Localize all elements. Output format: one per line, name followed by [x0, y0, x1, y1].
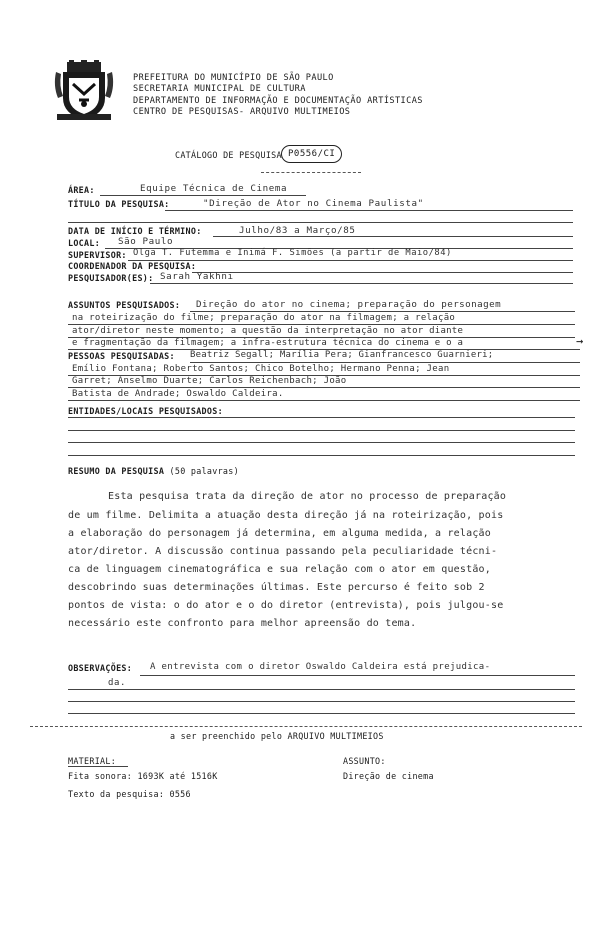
pessoas-line-1: Beatriz Segall; Marília Pera; Gianfrancesco Guarnieri; [190, 350, 494, 360]
resumo-label [68, 466, 239, 476]
entidades-rule-1 [68, 417, 575, 418]
resumo-line-1: Esta pesquisa trata da direção de ator no processo de preparação [108, 491, 507, 502]
observacoes-rule-2 [68, 689, 575, 690]
header-line-4: CENTRO DE PESQUISAS- ARQUIVO MULTIMEIOS [133, 107, 351, 117]
resumo-line-6: descobrindo suas determinações últimas. Este percurso é feito sob 2 [68, 582, 485, 593]
material-underline [68, 766, 128, 767]
resumo-title: RESUMO DA PESQUISA [68, 466, 165, 476]
pessoas-rule-2 [68, 375, 580, 376]
observacoes-label: OBSERVAÇÕES: [68, 663, 133, 673]
data-value: Julho/83 a Março/85 [239, 225, 356, 236]
supervisor-label: SUPERVISOR: [68, 250, 127, 260]
catalog-number: P0556/CI [281, 145, 342, 163]
local-value: São Paulo [118, 236, 174, 247]
coat-of-arms-icon [53, 60, 115, 122]
resumo-line-3: a elaboração do personagem já determina, em alguma medida, a relação [68, 528, 491, 539]
observacoes-line-2: da. [108, 678, 127, 688]
entidades-label: ENTIDADES/LOCAIS PESQUISADOS: [68, 406, 223, 416]
observacoes-rule-4 [68, 713, 575, 714]
assuntos-line-2: na roteirização do filme; preparação do ator na filmagem; a relação [72, 313, 456, 323]
local-label: LOCAL: [68, 238, 101, 248]
assuntos-line-1: Direção do ator no cinema; preparação do personagem [196, 299, 502, 310]
resumo-line-2: de um filme. Delimita a atuação desta direção já na roteirização, pois [68, 510, 504, 521]
resumo-line-5: ca de linguagem cinematográfica e sua relação com o ator em questão, [68, 564, 491, 575]
area-underline [100, 195, 306, 196]
pessoas-line-3: Garret; Anselmo Duarte; Carlos Reichenbach; João [72, 376, 347, 386]
resumo-note: (50 palavras) [169, 466, 239, 476]
coordenador-underline [192, 272, 573, 273]
entidades-rule-3 [68, 442, 575, 443]
assuntos-rule-2 [68, 324, 575, 325]
resumo-line-8: necessário este confronto para melhor apreensão do tema. [68, 618, 417, 629]
pesquisador-underline [150, 283, 573, 284]
coordenador-label: COORDENADOR DA PESQUISA: [68, 261, 197, 271]
catalog-rule [261, 172, 361, 173]
titulo-label: TÍTULO DA PESQUISA: [68, 199, 170, 209]
material-line-2: Texto da pesquisa: 0556 [68, 789, 191, 799]
catalog-label: CATÁLOGO DE PESQUISA [175, 150, 282, 160]
entidades-rule-4 [68, 455, 575, 456]
pessoas-rule-3 [68, 387, 580, 388]
titulo-value: "Direção de Ator no Cinema Paulista" [203, 198, 424, 209]
entidades-rule-2 [68, 430, 575, 431]
assuntos-rule-1 [190, 311, 575, 312]
assuntos-rule-3 [68, 337, 575, 338]
pessoas-rule-1 [190, 362, 580, 363]
assunto-label: ASSUNTO: [343, 756, 386, 766]
observacoes-rule-1 [140, 675, 575, 676]
pessoas-rule-4 [68, 400, 580, 401]
resumo-line-4: ator/diretor. A discussão continua passando pela peculiaridade técni- [68, 546, 498, 557]
emblem [53, 60, 115, 122]
pessoas-line-2: Emílio Fontana; Roberto Santos; Chico Botelho; Hermano Penna; Jean [72, 364, 450, 374]
footer-divider [30, 726, 582, 727]
resumo-line-7: pontos de vista: o do ator e o do diretor (entrevista), pois julgou-se [68, 600, 504, 611]
assuntos-line-3: ator/diretor neste momento; a questão da interpretação no ator diante [72, 326, 464, 336]
pessoas-label: PESSOAS PESQUISADAS: [68, 351, 175, 361]
pessoas-line-4: Batista de Andrade; Oswaldo Caldeira. [72, 389, 284, 399]
data-underline [213, 236, 573, 237]
arrow-icon: → [576, 334, 584, 348]
assuntos-label: ASSUNTOS PESQUISADOS: [68, 300, 181, 310]
footer-note: a ser preenchido pelo ARQUIVO MULTIMEIOS [170, 731, 384, 741]
header-line-2: SECRETARIA MUNICIPAL DE CULTURA [133, 84, 306, 94]
assunto-value: Direção de cinema [343, 771, 434, 781]
pesquisador-value: Sarah Yakhni [160, 271, 234, 282]
header-line-3: DEPARTAMENTO DE INFORMAÇÃO E DOCUMENTAÇÃO ARTÍSTICAS [133, 96, 423, 106]
data-label: DATA DE INÍCIO E TÉRMINO: [68, 226, 202, 236]
titulo-line-2 [68, 222, 573, 223]
header-line-1: PREFEITURA DO MUNICÍPIO DE SÃO PAULO [133, 73, 334, 83]
pesquisador-label: PESQUISADOR(ES): [68, 273, 154, 283]
supervisor-value: Olga T. Futemma e Inimá F. Simões (a partir de Maio/84) [133, 248, 452, 258]
material-line-1: Fita sonora: 1693K até 1516K [68, 771, 218, 781]
area-label: ÁREA: [68, 185, 95, 195]
observacoes-line-1: A entrevista com o diretor Oswaldo Caldeira está prejudica- [150, 662, 491, 672]
observacoes-rule-3 [68, 701, 575, 702]
material-label: MATERIAL: [68, 756, 117, 766]
assuntos-line-4: e fragmentação da filmagem; a infra-estrutura técnica do cinema e o a [72, 338, 464, 348]
area-value: Equipe Técnica de Cinema [140, 183, 288, 194]
titulo-underline [165, 210, 573, 211]
